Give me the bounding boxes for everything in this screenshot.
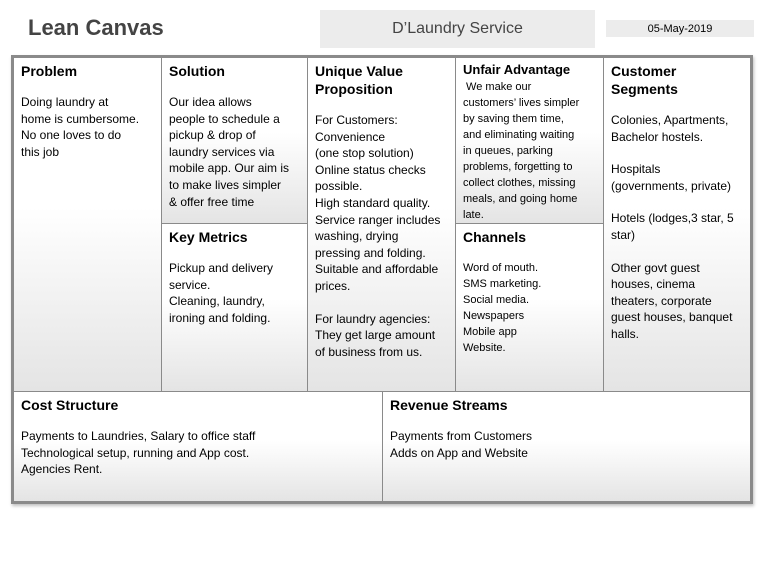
canvas-date: 05-May-2019 bbox=[606, 20, 754, 37]
text-line: in queues, parking bbox=[463, 145, 553, 157]
text-line: people to schedule a bbox=[169, 111, 280, 126]
key-metrics-heading: Key Metrics bbox=[169, 229, 248, 245]
text-line: Suitable and affordable bbox=[315, 262, 439, 277]
text-line: For laundry agencies: bbox=[315, 311, 431, 326]
lean-canvas bbox=[11, 55, 753, 504]
customer-segments-heading bbox=[611, 62, 743, 98]
text-line: prices. bbox=[315, 278, 351, 293]
unfair-advantage-text bbox=[463, 79, 596, 223]
text-line: Pickup and delivery bbox=[169, 261, 274, 275]
segment-group bbox=[611, 161, 743, 194]
text-line: and eliminating waiting bbox=[463, 129, 575, 141]
text-line: Bachelor hostels. bbox=[611, 129, 704, 144]
text-line: Cleaning, laundry, bbox=[169, 294, 265, 309]
solution-text bbox=[169, 94, 300, 210]
text-line: Other govt guest bbox=[611, 260, 700, 275]
text-line: Website. bbox=[463, 342, 506, 354]
text-line: pickup & drop of bbox=[169, 128, 256, 143]
solution-block bbox=[161, 57, 308, 224]
problem-block bbox=[13, 57, 162, 392]
text-line: this job bbox=[21, 144, 60, 159]
text-line: pressing and folding. bbox=[315, 245, 426, 260]
segment-group bbox=[611, 112, 743, 145]
text-line: Doing laundry at bbox=[21, 95, 109, 109]
text-line: service. bbox=[169, 277, 211, 292]
segment-group bbox=[611, 260, 743, 343]
uvp-text bbox=[315, 112, 448, 360]
channels-text bbox=[463, 260, 596, 356]
text-line: Hospitals bbox=[611, 162, 661, 177]
text-line: Agencies Rent. bbox=[21, 462, 103, 477]
customer-segments-text bbox=[611, 112, 743, 343]
heading-line: Segments bbox=[611, 81, 678, 97]
text-line: Adds on App and Website bbox=[390, 445, 528, 460]
text-line: Online status checks bbox=[315, 162, 426, 177]
text-line: home is cumbersome. bbox=[21, 111, 140, 126]
uvp-block bbox=[307, 57, 456, 392]
project-name: D’Laundry Service bbox=[320, 10, 595, 48]
revenue-streams-text bbox=[390, 428, 743, 461]
text-line: Social media. bbox=[463, 294, 530, 306]
text-line: SMS marketing. bbox=[463, 278, 542, 290]
text-line: problems, forgetting to bbox=[463, 161, 573, 173]
text-line: Service ranger includes bbox=[315, 212, 441, 227]
revenue-streams-block bbox=[382, 391, 751, 502]
text-line: (one stop solution) bbox=[315, 146, 414, 161]
text-line: guest houses, banquet bbox=[611, 310, 733, 325]
channels-block bbox=[455, 223, 604, 392]
unfair-advantage-heading: Unfair Advantage bbox=[463, 62, 571, 77]
text-line: customers’ lives simpler bbox=[463, 97, 580, 109]
text-line: star) bbox=[611, 227, 635, 242]
text-line: to make lives simpler bbox=[169, 177, 282, 192]
problem-heading: Problem bbox=[21, 63, 78, 79]
text-line: Mobile app bbox=[463, 326, 517, 338]
text-line: Colonies, Apartments, bbox=[611, 113, 729, 127]
text-line: Newspapers bbox=[463, 310, 525, 322]
text-line: possible. bbox=[315, 179, 363, 194]
revenue-streams-heading: Revenue Streams bbox=[390, 397, 508, 413]
text-line: Convenience bbox=[315, 129, 386, 144]
text-line: Word of mouth. bbox=[463, 262, 538, 274]
text-line: halls. bbox=[611, 326, 640, 341]
text-line: For Customers: bbox=[315, 113, 398, 127]
text-line: Our idea allows bbox=[169, 95, 252, 109]
text-line: by saving them time, bbox=[463, 113, 564, 125]
text-line: houses, cinema bbox=[611, 277, 696, 292]
unfair-advantage-block bbox=[455, 57, 604, 224]
text-line: High standard quality. bbox=[315, 195, 431, 210]
text-line: No one loves to do bbox=[21, 128, 122, 143]
text-line: Hotels (lodges,3 star, 5 bbox=[611, 211, 734, 226]
text-line: & offer free time bbox=[169, 194, 255, 209]
solution-heading: Solution bbox=[169, 63, 225, 79]
channels-heading: Channels bbox=[463, 229, 527, 245]
text-line: Technological setup, running and App cost. bbox=[21, 445, 250, 460]
cost-structure-heading: Cost Structure bbox=[21, 397, 119, 413]
cost-structure-block bbox=[13, 391, 383, 502]
page-title: Lean Canvas bbox=[28, 15, 164, 40]
text-line: theaters, corporate bbox=[611, 293, 712, 308]
heading-line: Proposition bbox=[315, 81, 393, 97]
uvp-agencies bbox=[315, 311, 448, 361]
heading-line: Customer bbox=[611, 63, 677, 79]
text-line: late. bbox=[463, 209, 484, 221]
text-line: of business from us. bbox=[315, 344, 423, 359]
customer-segments-block bbox=[603, 57, 751, 392]
problem-text bbox=[21, 94, 154, 160]
text-line: ironing and folding. bbox=[169, 310, 271, 325]
text-line: We make our bbox=[463, 81, 532, 93]
text-line: Payments to Laundries, Salary to office staff bbox=[21, 429, 256, 443]
text-line: mobile app. Our aim is bbox=[169, 161, 290, 176]
text-line: (governments, private) bbox=[611, 178, 732, 193]
text-line: They get large amount bbox=[315, 328, 436, 343]
uvp-heading bbox=[315, 62, 448, 98]
text-line: collect clothes, missing bbox=[463, 177, 576, 189]
uvp-customers bbox=[315, 112, 448, 295]
text-line: laundry services via bbox=[169, 144, 275, 159]
text-line: washing, drying bbox=[315, 229, 399, 244]
heading-line: Unique Value bbox=[315, 63, 403, 79]
key-metrics-text bbox=[169, 260, 300, 326]
segment-group bbox=[611, 210, 743, 243]
key-metrics-block bbox=[161, 223, 308, 392]
text-line: Payments from Customers bbox=[390, 429, 533, 443]
text-line: meals, and going home bbox=[463, 193, 578, 205]
cost-structure-text bbox=[21, 428, 375, 478]
